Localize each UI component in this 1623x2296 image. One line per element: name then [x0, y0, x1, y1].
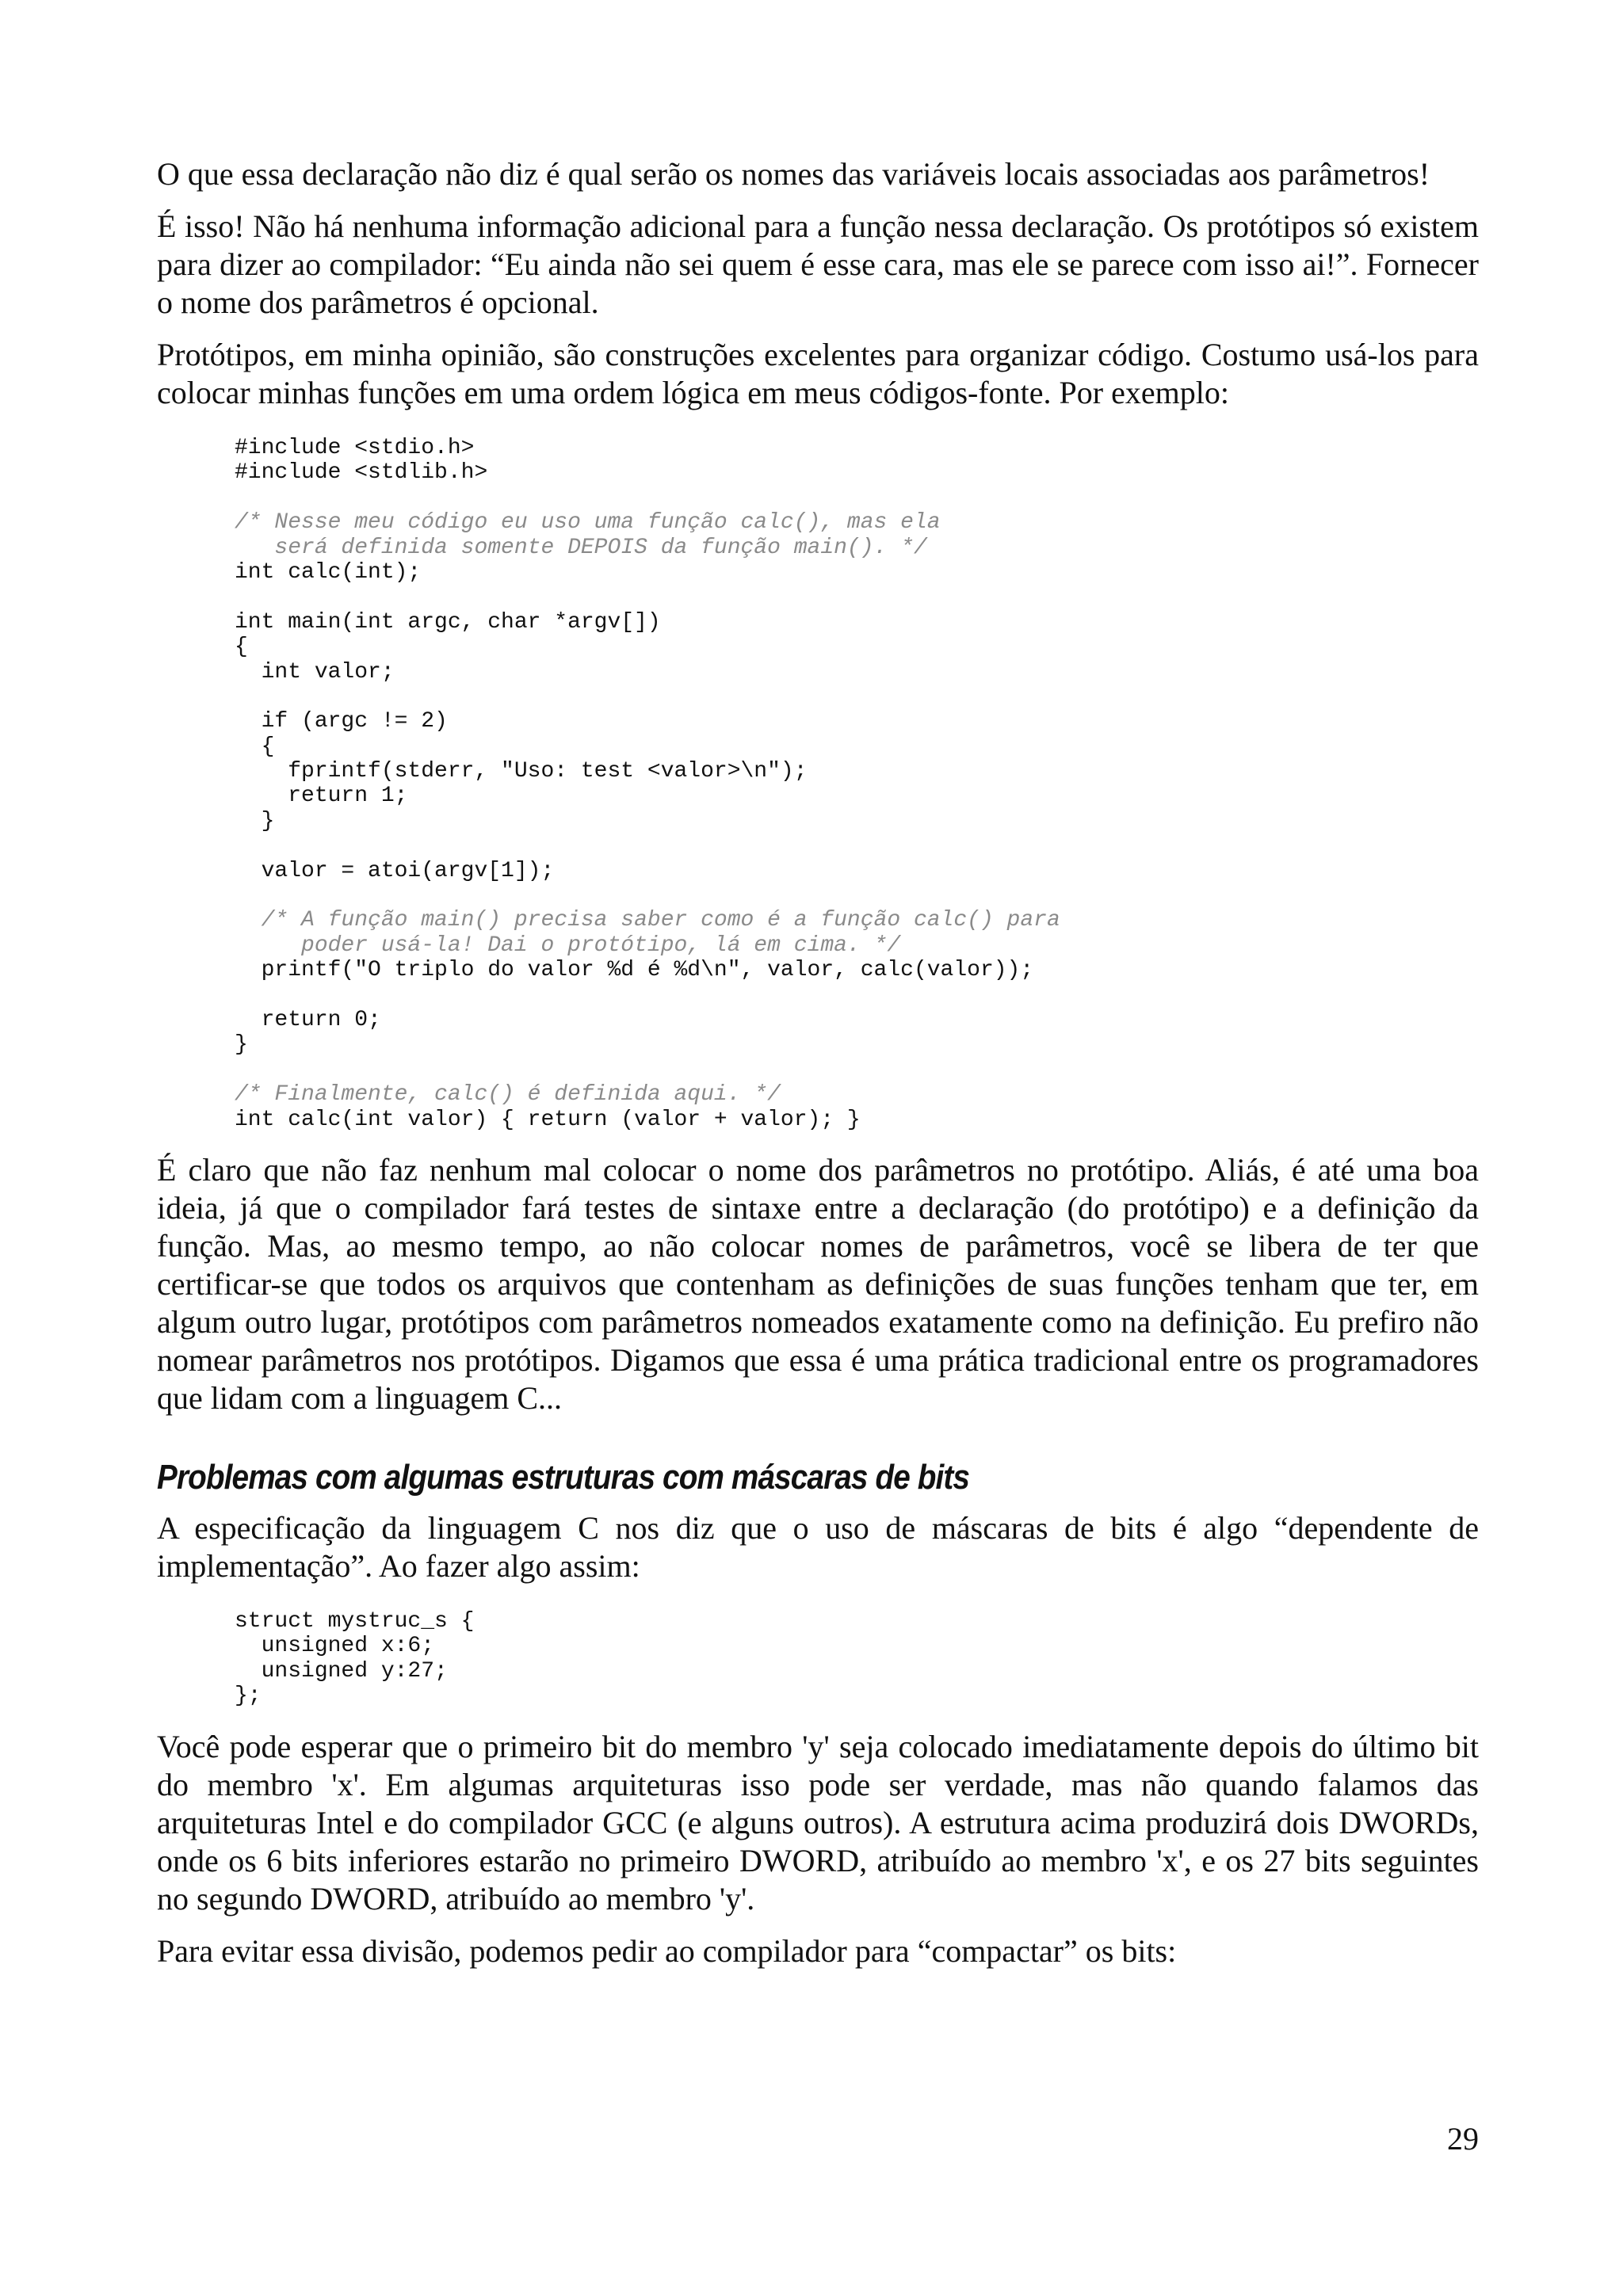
code-line: struct mystruc_s {	[235, 1608, 475, 1634]
code-line: #include <stdlib.h>	[235, 460, 488, 486]
paragraph: Para evitar essa divisão, podemos pedir ao compilador para “compactar” os bits:	[157, 1932, 1177, 1969]
document-page	[157, 155, 1479, 1985]
code-line: return 1;	[235, 784, 408, 809]
code-line: int calc(int valor) { return (valor + valor); }	[235, 1107, 861, 1132]
code-line: {	[235, 734, 275, 759]
paragraph: É claro que não faz nenhum mal colocar o nome dos parâmetros no protótipo. Aliás, é até uma boa ideia, já que o compilador fará testes de sintaxe entre a declaração (do protótipo) e a definição da função. Mas, ao mesmo tempo, ao não colocar nomes de parâmetros, você se libera de ter que certificar-se que todos os arquivos que contenham as definições de suas funções tenham que ter, em algum outro lugar, protótipos com parâmetros nomeados exatamente como na definição. Eu prefiro não nomear parâmetros nos protótipos. Digamos que essa é uma prática tradicional entre os programadores que lidam com a linguagem C...	[157, 1151, 1479, 1416]
code-line: printf("O triplo do valor %d é %d\n", valor, calc(valor));	[235, 958, 1034, 983]
code-line	[235, 685, 1479, 709]
code-comment-line: poder usá-la! Dai o protótipo, lá em cima. */	[235, 933, 901, 958]
code-block-prototype-example	[235, 436, 1479, 1132]
code-line	[235, 486, 1479, 510]
code-line: };	[235, 1684, 262, 1709]
paragraph: Você pode esperar que o primeiro bit do membro 'y' seja colocado imediatamente depois do último bit do membro 'x'. Em algumas arquiteturas isso pode ser verdade, mas não quando falamos das arquiteturas Intel e do compilador GCC (e alguns outros). A estrutura acima produzirá dois DWORDs, onde os 6 bits inferiores estarão no primeiro DWORD, atribuído ao membro 'x', e os 27 bits seguintes no segundo DWORD, atribuído ao membro 'y'.	[157, 1728, 1479, 1917]
code-line	[235, 1058, 1479, 1082]
code-line: #include <stdio.h>	[235, 436, 475, 460]
code-comment-line: será definida somente DEPOIS da função main(). */	[235, 535, 927, 560]
paragraph: Protótipos, em minha opinião, são construções excelentes para organizar código. Costumo usá-los para colocar minhas funções em uma ordem lógica em meus códigos-fonte. Por exemplo:	[157, 337, 1479, 410]
code-line	[235, 585, 1479, 609]
code-comment-line: /* Nesse meu código eu uso uma função calc(), mas ela	[235, 510, 941, 536]
code-line	[235, 983, 1479, 1008]
code-comment-line: /* A função main() precisa saber como é a função calc() para	[235, 908, 1060, 933]
code-line: int valor;	[235, 659, 395, 685]
code-line: if (argc != 2)	[235, 709, 448, 734]
code-line: unsigned x:6;	[235, 1634, 435, 1659]
code-comment-line: /* Finalmente, calc() é definida aqui. */	[235, 1082, 781, 1108]
code-block-struct	[235, 1609, 1479, 1709]
code-line: }	[235, 808, 275, 833]
code-line: int main(int argc, char *argv[])	[235, 609, 661, 635]
paragraph: O que essa declaração não diz é qual serão os nomes das variáveis locais associadas aos parâmetros!	[157, 156, 1430, 192]
page-number: 29	[1447, 2121, 1479, 2157]
paragraph: É isso! Não há nenhuma informação adicional para a função nessa declaração. Os protótipos só existem para dizer ao compilador: “Eu ainda não sei quem é esse cara, mas ele se parece com isso ai!”. Fornecer o nome dos parâmetros é opcional.	[157, 208, 1479, 320]
paragraph: A especificação da linguagem C nos diz que o uso de máscaras de bits é algo “dependente de implementação”. Ao fazer algo assim:	[157, 1509, 1479, 1584]
section-heading: Problemas com algumas estruturas com máscaras de bits	[157, 1457, 970, 1497]
code-line: fprintf(stderr, "Uso: test <valor>\n");	[235, 759, 808, 784]
code-line: return 0;	[235, 1007, 381, 1032]
code-line	[235, 833, 1479, 858]
code-line: }	[235, 1032, 248, 1058]
code-line: {	[235, 635, 248, 660]
code-line	[235, 883, 1479, 908]
code-line: valor = atoi(argv[1]);	[235, 858, 555, 883]
code-line: unsigned y:27;	[235, 1658, 448, 1684]
code-line: int calc(int);	[235, 559, 422, 585]
